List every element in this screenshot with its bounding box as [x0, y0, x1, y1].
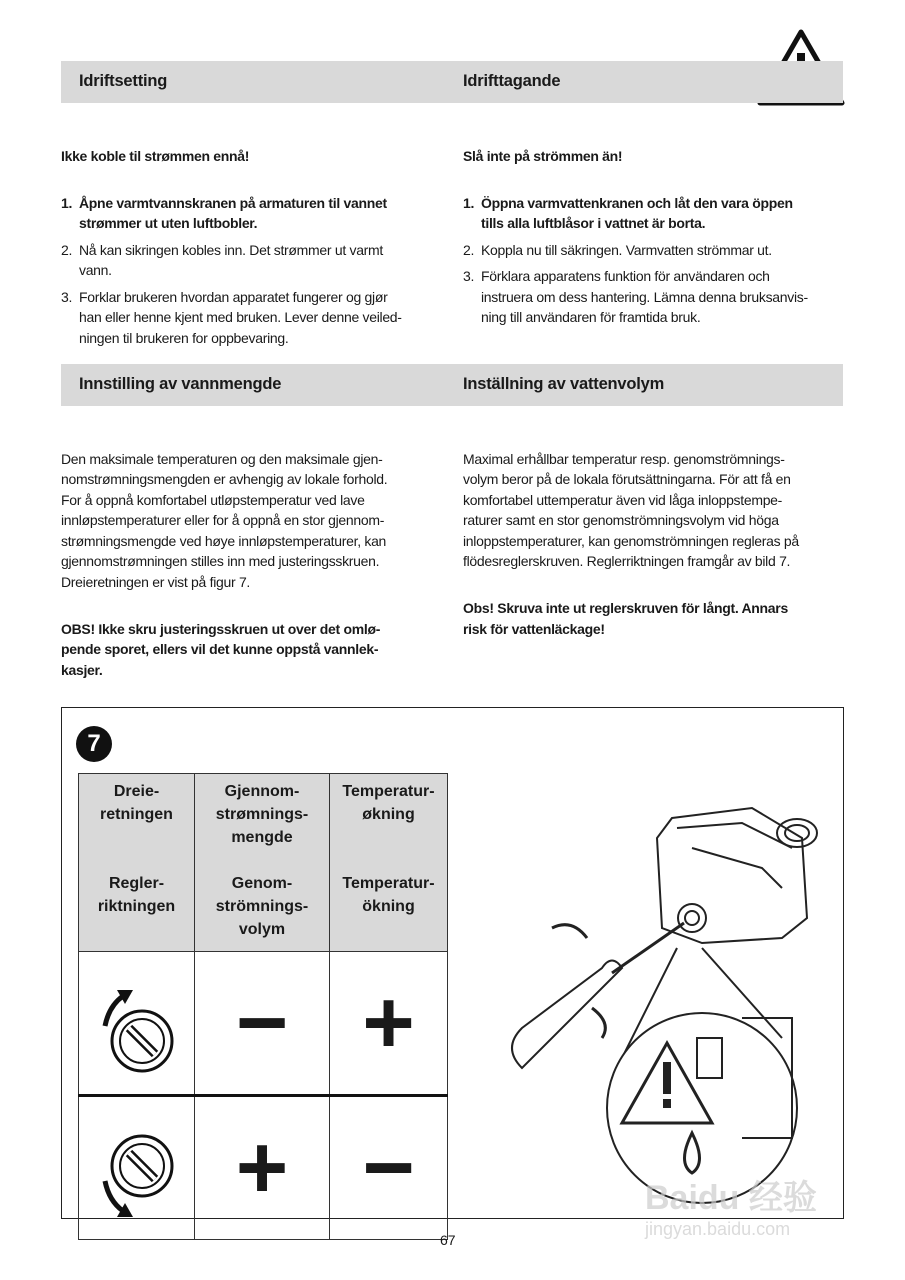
body-no: Den maksimale temperaturen og den maksimale gjen- nomstrømningsmengden er avhengig av lokale forhold. For å oppnå komfortabel utløpstemperatur ved lave innløpstemperaturer eller for å oppnå en stor gjennom- strømningsmengde ved høye innløpstemperaturer, kan gjennomstrømningen stilles inn med justeringsskruen. Dreieretningen er vist på figur 7.: [61, 450, 388, 590]
list-item: [463, 240, 835, 261]
table-row: [79, 1096, 448, 1240]
temperature-sign: [330, 1096, 448, 1240]
table-row: [79, 952, 448, 1096]
step-number: 3.: [463, 268, 475, 284]
sign-symbol: −: [235, 973, 289, 1073]
section-title-no: Idriftsetting: [79, 72, 168, 90]
sign-symbol: −: [362, 1118, 415, 1218]
warning-sv: Obs! Skruva inte ut reglerskruven för långt. Annars risk för vattenläckage!: [463, 600, 788, 637]
warning-no: OBS! Ikke skru justeringsskruen ut over det omlø- pende sporet, ellers vil det kunne oppstå vannlek- kasjer.: [61, 620, 381, 678]
step-text: Förklara apparatens funktion för användaren och instruera om dess hantering. Lämna denna bruksanvis- ning till användaren för framtida bruk.: [481, 268, 808, 325]
intro-no: Ikke koble til strømmen ennå!: [61, 147, 250, 164]
page-number: 67: [440, 1232, 456, 1248]
section-title-sv: Inställning av vattenvolym: [463, 375, 665, 393]
watermark: Baidu 经验 jingyan.baidu.com: [645, 1179, 817, 1239]
flow-sign: [195, 952, 330, 1096]
step-text: Öppna varmvattenkranen och låt den vara öppen tills alla luftblåsor i vattnet är borta.: [481, 194, 793, 231]
step-text: Forklar brukeren hvordan apparatet fungerer og gjør han eller henne kjent med bruken. Lever denne veiled- ningen til brukeren for oppbevaring.: [79, 288, 402, 346]
header-flow: Gjennom- strømnings- mengde Genom- strömnings- volym: [195, 774, 330, 952]
column-no-startup: [61, 125, 433, 375]
clockwise-screw-icon: [79, 952, 195, 1096]
section-header-bar: [61, 61, 843, 103]
step-text: Nå kan sikringen kobles inn. Det strømmer ut varmt vann.: [79, 241, 383, 278]
header-direction: Dreie- retningen Regler- riktningen: [79, 774, 195, 952]
body-sv: Maximal erhållbar temperatur resp. genomströmnings- volym beror på de lokala förutsättningarna. För att få en komfortabel uttemperatur även vid låga inloppstempe- raturer samt en stor genomströmningsvolym vid höga inloppstemperaturer, kan genomströmningen regleras på flödesreglerskruven. Reglerriktningen framgår av bild 7.: [463, 450, 799, 569]
list-item: [463, 266, 835, 328]
section-title-sv: Idrifttagande: [463, 72, 561, 90]
list-item: [61, 287, 433, 349]
list-item: [61, 240, 433, 281]
figure-number: 7: [76, 726, 112, 762]
flow-sign: [195, 1096, 330, 1240]
list-item: [463, 193, 835, 234]
sign-symbol: +: [362, 973, 415, 1073]
list-item: [61, 193, 433, 234]
column-sv-startup: [463, 125, 835, 354]
intro-sv: Slå inte på strömmen än!: [463, 147, 623, 164]
step-number: 1.: [463, 194, 475, 211]
step-text: Åpne varmtvannskranen på armaturen til vannet strømmer ut uten luftbobler.: [79, 194, 387, 231]
adjustment-table: [78, 773, 448, 1240]
step-number: 1.: [61, 194, 73, 211]
column-no-volume: [61, 428, 433, 707]
heater-screwdriver-illustration: [462, 778, 842, 1208]
column-sv-volume: [463, 428, 835, 666]
temperature-sign: [330, 952, 448, 1096]
section-header-bar: [61, 364, 843, 406]
sign-symbol: +: [235, 1118, 289, 1218]
section-title-no: Innstilling av vannmengde: [79, 375, 282, 393]
step-number: 3.: [61, 288, 73, 305]
step-text: Koppla nu till säkringen. Varmvatten strömmar ut.: [481, 241, 772, 258]
step-number: 2.: [463, 241, 475, 258]
figure-7: [61, 707, 844, 1219]
step-number: 2.: [61, 241, 73, 258]
counterclockwise-screw-icon: [79, 1096, 195, 1240]
header-temperature: Temperatur- økning Temperatur- ökning: [330, 774, 448, 952]
